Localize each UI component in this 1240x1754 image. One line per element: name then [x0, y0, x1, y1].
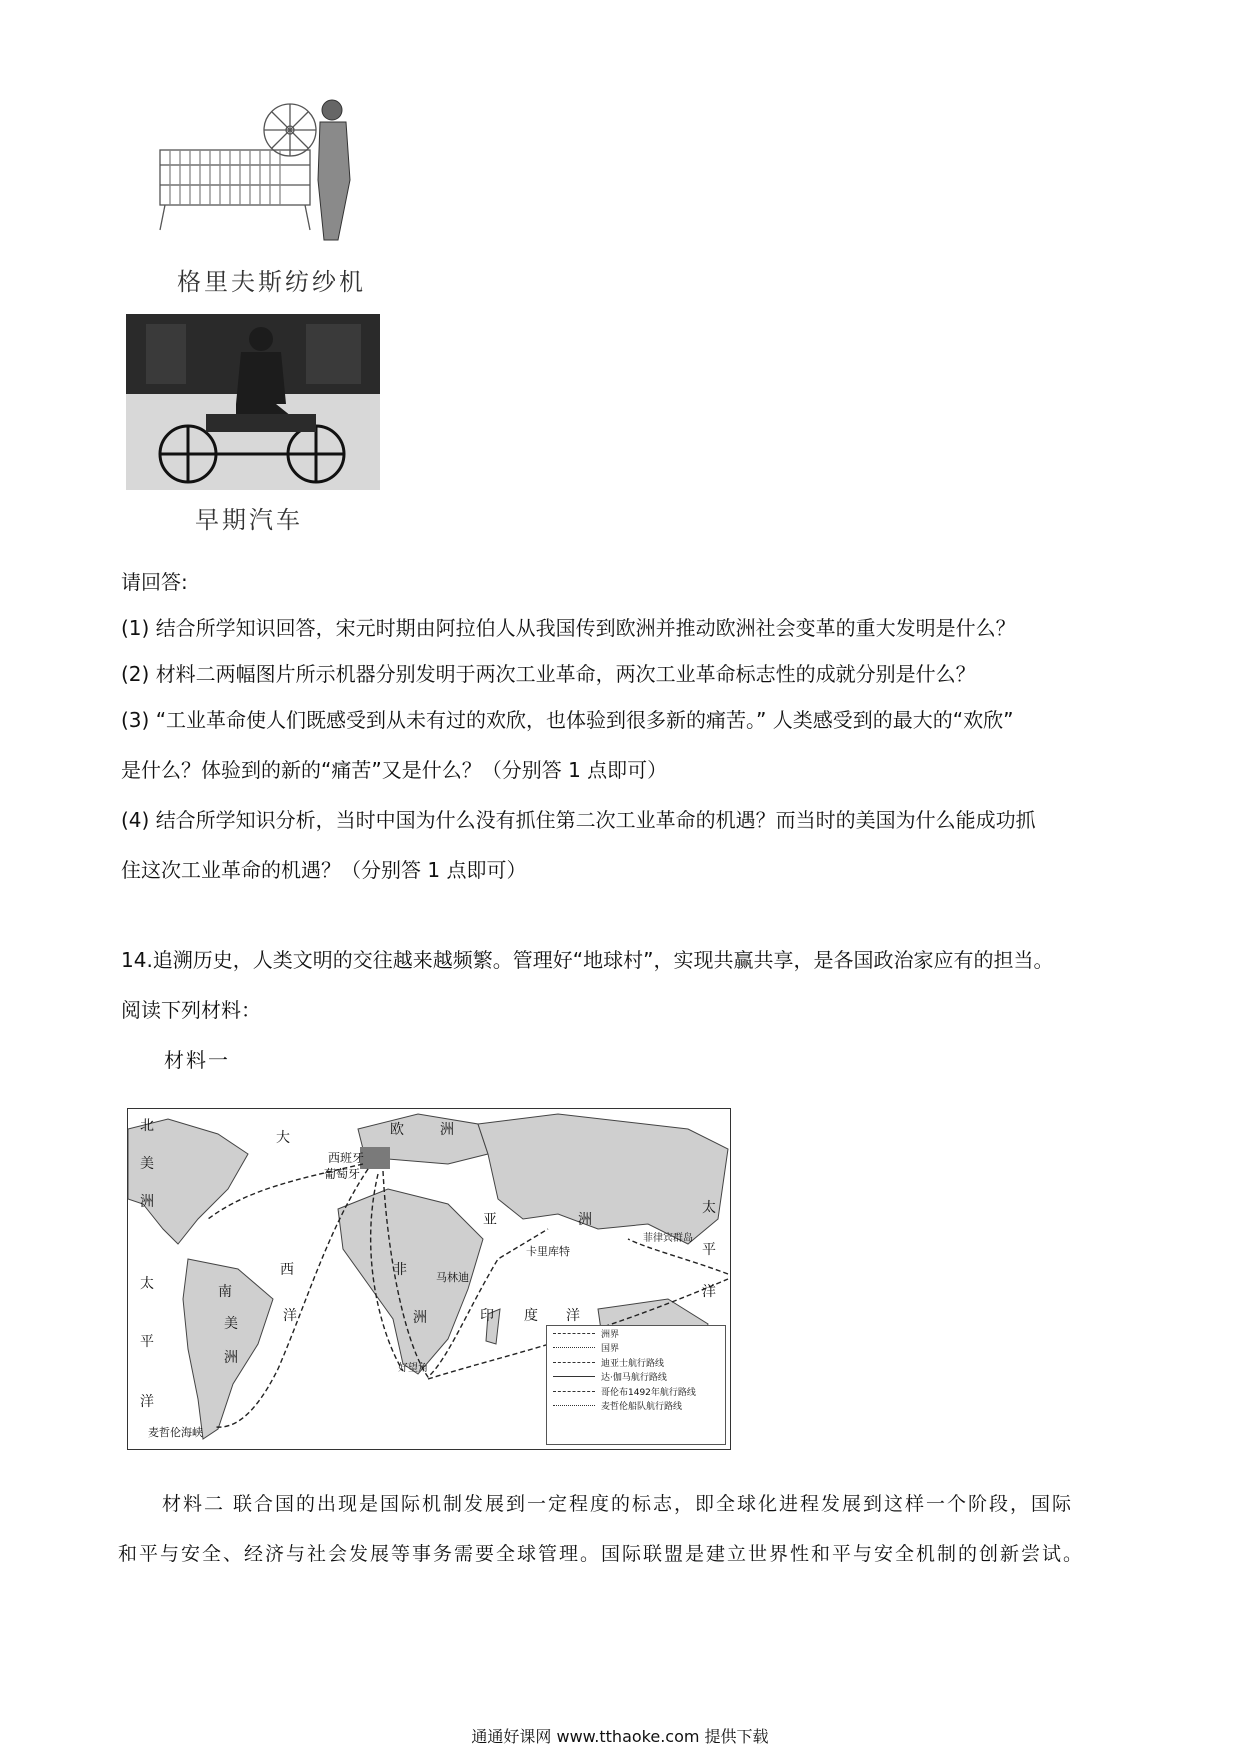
q14-line-1: 14.追溯历史，人类文明的交往越来越频繁。管理好“地球村”，实现共赢共享，是各国政治家应有的担当。: [121, 948, 1054, 972]
material-1-label: 材料一: [164, 1048, 230, 1072]
question-3-line-2: 是什么？体验到的新的“痛苦”又是什么？（分别答 1 点即可）: [121, 758, 668, 782]
map-label-europe-ou: 欧: [390, 1122, 404, 1138]
map-label-portugal: 葡萄牙: [324, 1167, 361, 1181]
map-label-pac-yang-right: 洋: [702, 1284, 716, 1300]
map-legend: [546, 1325, 726, 1445]
map-label-pac-yang: 洋: [140, 1394, 154, 1410]
material-2-line-1: 材料二 联合国的出现是国际机制发展到一定程度的标志，即全球化进程发展到这样一个阶段，国际: [162, 1493, 1074, 1515]
legend-row-national-boundary: 国界: [547, 1341, 725, 1356]
map-label-africa-fei: 非: [393, 1262, 407, 1278]
map-label-asia-ya: 亚: [483, 1212, 497, 1228]
question-2: (2) 材料二两幅图片所示机器分别发明于两次工业革命，两次工业革命标志性的成就分别是什么？: [121, 662, 976, 686]
map-label-magellan-strait: 麦哲伦海峡: [148, 1426, 203, 1439]
map-label-america-mei: 美: [140, 1156, 154, 1172]
legend-row-columbus-route: 哥伦布1492年航行路线: [547, 1384, 725, 1399]
map-label-malindi: 马林迪: [436, 1271, 469, 1284]
answer-prompt: 请回答:: [121, 570, 188, 594]
spinning-jenny-figure: [150, 90, 380, 250]
map-label-asia-zhou: 洲: [578, 1212, 592, 1228]
legend-row-magellan-route: 麦哲伦船队航行路线: [547, 1399, 725, 1414]
early-car-caption: 早期汽车: [195, 506, 303, 534]
question-3-line-1: (3) “工业革命使人们既感受到从未有过的欢欣，也体验到很多新的痛苦。” 人类感受到的最大的“欢欣”: [121, 708, 1014, 732]
legend-row-dias-route: 迪亚士航行路线: [547, 1355, 725, 1370]
map-label-sam-mei: 美: [224, 1316, 238, 1332]
material-2-line-2: 和平与安全、经济与社会发展等事务需要全球管理。国际联盟是建立世界性和平与安全机制的创新尝试。: [118, 1543, 1085, 1565]
map-label-sam-zhou: 洲: [224, 1350, 238, 1366]
question-4-line-1: (4) 结合所学知识分析，当时中国为什么没有抓住第二次工业革命的机遇？而当时的美国为什么能成功抓: [121, 808, 1036, 832]
legend-row-da-gama-route: 达·伽马航行路线: [547, 1370, 725, 1385]
map-label-calicut: 卡里库特: [526, 1245, 570, 1258]
map-label-philippines: 菲律宾群岛: [643, 1233, 693, 1244]
map-label-yin: 印: [480, 1308, 494, 1324]
map-label-yang: 洋: [283, 1308, 297, 1324]
spinning-jenny-illustration: [150, 90, 380, 250]
map-label-spain: 西班牙: [328, 1151, 365, 1165]
map-label-europe-zhou: 洲: [440, 1122, 454, 1138]
map-label-xi: 西: [280, 1262, 294, 1278]
page-footer: 通通好课网 www.tthaoke.com 提供下载: [471, 1727, 769, 1746]
map-label-africa-zhou: 洲: [413, 1310, 427, 1326]
map-label-pac-tai: 太: [140, 1276, 154, 1292]
spinning-jenny-caption: 格里夫斯纺纱机: [177, 268, 366, 296]
q14-line-2: 阅读下列材料：: [121, 998, 261, 1022]
map-label-da: 大: [276, 1130, 290, 1146]
legend-row-continent-boundary: 洲界: [547, 1326, 725, 1341]
map-label-cape: 好望角: [398, 1363, 428, 1374]
map-label-pac-tai-right: 太: [702, 1200, 716, 1216]
voyages-map: [127, 1108, 731, 1450]
map-label-pac-ping-right: 平: [702, 1242, 716, 1258]
question-1: (1) 结合所学知识回答，宋元时期由阿拉伯人从我国传到欧洲并推动欧洲社会变革的重大发明是什么？: [121, 616, 1016, 640]
early-car-figure: [126, 314, 380, 490]
map-label-north: 北: [140, 1118, 154, 1134]
early-car-photo: [126, 314, 380, 490]
map-label-south: 南: [218, 1284, 232, 1300]
map-label-pac-ping: 平: [140, 1334, 154, 1350]
map-label-yang2: 洋: [566, 1308, 580, 1324]
question-4-line-2: 住这次工业革命的机遇？（分别答 1 点即可）: [121, 858, 527, 882]
map-label-du: 度: [524, 1308, 538, 1324]
map-label-america-zhou: 洲: [140, 1194, 154, 1210]
